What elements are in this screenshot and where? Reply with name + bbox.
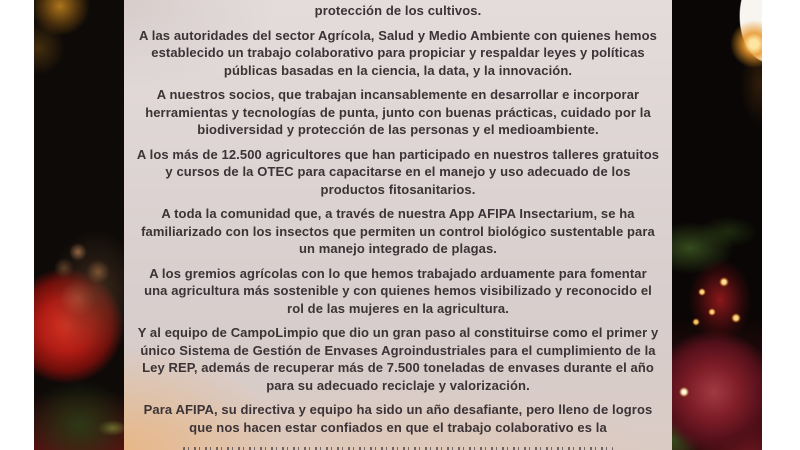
letter-paragraph: Para AFIPA, su directiva y equipo ha sido un año desafiante, pero lleno de logros que nos hacen estar confiados en que el trabajo colaborativo es la <box>143 402 653 435</box>
letter-paragraph: A toda la comunidad que, a través de nuestra App AFIPA Insectarium, se ha familiarizado con los insectos que permiten un control biológico sustentable para un manejo integrado de plagas. <box>141 206 655 256</box>
left-white-margin <box>0 0 34 450</box>
right-white-margin <box>762 0 800 450</box>
letter-paragraph: A nuestros socios, que trabajan incansablemente en desarrollar e incorporar herramientas y tecnologías de punta, junto con buenas prácticas, cuidado por la biodiversidad y protección de las personas y el medioambiente. <box>145 87 651 137</box>
letter-paragraph: A los gremios agrícolas con lo que hemos trabajado arduamente para fomentar una agricultura más sostenible y con quienes hemos visibilizado y reconocido el rol de las mujeres en la agricultura. <box>144 265 652 316</box>
letter-paragraph: protección de los cultivos. <box>314 3 482 18</box>
right-christmas-photo <box>672 0 762 450</box>
letter-paragraph: A las autoridades del sector Agrícola, Salud y Medio Ambiente con quienes hemos establecido un trabajo colaborativo para propiciar y respaldar leyes y políticas públicas basadas en la ciencia, la data, y la innovación. <box>139 27 657 78</box>
letter-body <box>136 0 660 436</box>
left-christmas-photo <box>34 0 124 450</box>
letter-paragraph: A los más de 12.500 agricultores que han participado en nuestros talleres gratuitos y cursos de la OTEC para capacitarse en el manejo y uso adecuado de los productos fitosanitarios. <box>136 146 660 197</box>
letter-paper <box>124 0 672 450</box>
letter-paragraph: Y al equipo de CampoLimpio que dio un gran paso al constituirse como el primer y único Sistema de Gestión de Envases Agroindustriales para el cumplimiento de la Ley REP, además de recuperar más de 7.500 toneladas de envases durante el año para su adecuado reciclaje y valorización. <box>137 325 659 393</box>
